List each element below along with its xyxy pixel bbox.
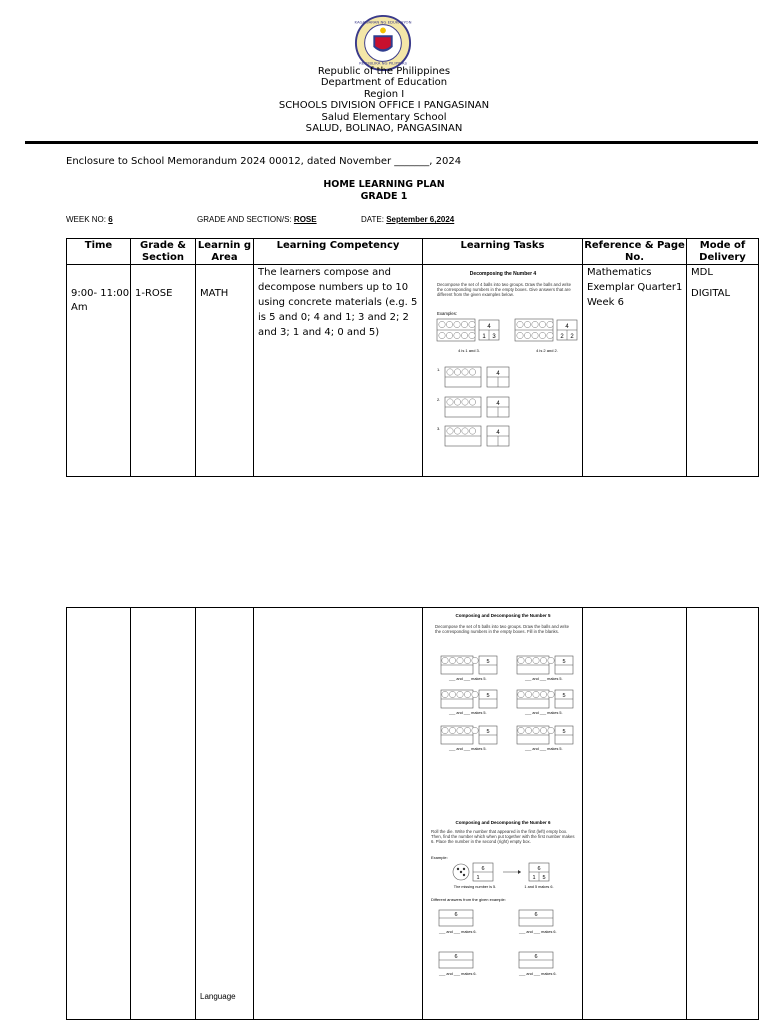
ball-mark	[447, 369, 453, 375]
ball-mark	[454, 369, 460, 375]
ball-mark	[446, 321, 452, 327]
svg-text:___ and ___ makes 5.: ___ and ___ makes 5.	[525, 747, 563, 751]
svg-text:1: 1	[532, 875, 536, 881]
ball-mark	[525, 727, 531, 733]
ball-mark	[533, 727, 539, 733]
svg-text:___ and ___ makes 5.: ___ and ___ makes 5.	[449, 711, 487, 715]
ball-mark	[449, 727, 455, 733]
svg-text:___ and ___ makes 5.: ___ and ___ makes 5.	[449, 677, 487, 681]
ball-mark	[532, 321, 538, 327]
header-line-republic: Republic of the Philippines	[317, 66, 451, 77]
ball-mark	[462, 399, 468, 405]
week-field	[66, 215, 113, 224]
ball-mark	[540, 727, 546, 733]
ball-mark	[442, 657, 448, 663]
header-line-region: Region I	[363, 89, 405, 100]
ball-mark	[539, 321, 545, 327]
svg-text:4 is 1 and 3.: 4 is 1 and 3.	[458, 348, 480, 353]
ball-mark	[525, 691, 531, 697]
svg-text:Composing and Decomposing the: Composing and Decomposing the Number 5	[455, 613, 551, 618]
col-header-tasks: Learning Tasks	[423, 239, 583, 265]
ball-mark	[454, 332, 460, 338]
ball-mark	[442, 727, 448, 733]
svg-text:1 and 5 makes 6.: 1 and 5 makes 6.	[524, 885, 554, 889]
svg-text:5: 5	[486, 729, 490, 735]
svg-text:1: 1	[482, 334, 486, 340]
ball-mark	[447, 399, 453, 405]
svg-text:___ and ___ makes 6.: ___ and ___ makes 6.	[519, 930, 557, 934]
ball-mark	[548, 691, 554, 697]
svg-text:5: 5	[562, 729, 566, 735]
cell-area-2	[196, 608, 254, 1020]
svg-text:5: 5	[486, 659, 490, 665]
week-label: WEEK NO:	[66, 215, 107, 224]
worksheet-decomposing-4: Decomposing the Number 4 Decompose the set of 4 balls into two groups. Draw the balls and write the corresponding numbers in the empty boxes. Give answers that are different from the given examples below. Examples: 4 1 3 4 2 2 4 is 1 and 3. 4 is 2 and 2. 1. 4 2. 4 3. 4	[423, 265, 583, 455]
cell-grade: 1-ROSE	[131, 265, 196, 477]
svg-text:6: 6	[534, 954, 538, 960]
ball-mark	[540, 657, 546, 663]
cell-area-language: Language	[200, 992, 236, 1001]
svg-text:___ and ___ makes 6.: ___ and ___ makes 6.	[439, 930, 477, 934]
cell-reference: Mathematics Exemplar Quarter1 Week 6	[583, 265, 687, 477]
learning-plan-table-continued	[66, 607, 759, 1020]
ball-mark	[442, 691, 448, 697]
svg-text:5: 5	[562, 659, 566, 665]
cell-competency: The learners compose and decompose numbers up to 10 using concrete materials (e.g. 5 is 5 and 0; 4 and 1; 3 and 2; 2 and 3; 1 and 4; 0 and 5)	[254, 265, 423, 477]
ball-mark	[469, 321, 475, 327]
ball-mark	[446, 332, 452, 338]
svg-text:5: 5	[542, 875, 546, 881]
ball-mark	[525, 657, 531, 663]
ball-mark	[533, 657, 539, 663]
svg-text:5: 5	[562, 693, 566, 699]
ball-mark	[454, 399, 460, 405]
ball-mark	[439, 321, 445, 327]
svg-text:KAGAWARAN NG EDUKASYON: KAGAWARAN NG EDUKASYON	[354, 19, 412, 25]
ball-mark	[461, 332, 467, 338]
plan-grade: GRADE 1	[360, 191, 408, 202]
ball-mark	[540, 691, 546, 697]
cell-time-2	[67, 608, 131, 1020]
grade-section-value: ROSE	[293, 215, 317, 224]
svg-text:___ and ___ makes 5.: ___ and ___ makes 5.	[525, 677, 563, 681]
date-value: September 6,2024	[386, 215, 455, 224]
cell-mode-2	[687, 608, 759, 1020]
cell-grade-2	[131, 608, 196, 1020]
cell-competency-2	[254, 608, 423, 1020]
ball-mark	[518, 727, 524, 733]
svg-text:4: 4	[496, 371, 500, 377]
ball-mark	[469, 332, 475, 338]
col-header-reference: Reference & Page No.	[584, 240, 685, 263]
svg-text:2.: 2.	[437, 397, 441, 402]
col-header-grade: Grade & Section	[131, 239, 196, 265]
col-header-competency: Learning Competency	[254, 239, 423, 265]
svg-text:Example:: Example:	[431, 855, 448, 860]
svg-text:2: 2	[560, 334, 564, 340]
svg-text:4: 4	[496, 430, 500, 436]
svg-text:Composing and Decomposing the: Composing and Decomposing the Number 6	[455, 820, 551, 825]
date-field	[361, 215, 454, 224]
ball-mark	[548, 657, 554, 663]
svg-text:1.: 1.	[437, 367, 441, 372]
ball-mark	[539, 332, 545, 338]
header-line-department: Department of Education	[320, 77, 448, 88]
mode-digital: DIGITAL	[691, 288, 731, 299]
worksheet-composing-6: Composing and Decomposing the Number 6 Roll the die. Write the number that appeared in the first (left) empty box. Then, find the number which when put together with the first number makes 6. Place the number in the second (right) empty box. Example: 6 1 6 1 5 The missing number is 5. 1 and 5 makes 6. Different answers from the given example: 6 ___ and ___ makes 6. 6 ___ and ___ makes 6. 6 ___ and ___ makes 6. 6 ___ and ___ makes 6.	[431, 820, 575, 976]
svg-text:Decomposing the Number 4: Decomposing the Number 4	[469, 271, 537, 277]
ball-mark	[472, 727, 478, 733]
svg-text:6: 6	[481, 866, 485, 872]
svg-text:Examples:: Examples:	[437, 311, 458, 316]
ball-mark	[533, 691, 539, 697]
col-header-area: Learnin g Area	[196, 239, 254, 265]
svg-text:___ and ___ makes 5.: ___ and ___ makes 5.	[525, 711, 563, 715]
date-label: DATE:	[361, 215, 384, 224]
svg-text:6: 6	[454, 954, 458, 960]
ball-mark	[524, 332, 530, 338]
cell-tasks-2	[423, 608, 583, 1020]
col-header-time: Time	[67, 239, 131, 265]
cell-reference-2	[583, 608, 687, 1020]
ball-mark	[547, 321, 553, 327]
learning-plan-table	[66, 238, 759, 477]
header-divider	[25, 141, 758, 144]
ball-mark	[547, 332, 553, 338]
svg-text:4: 4	[565, 324, 569, 330]
cell-area: MATH	[196, 265, 254, 477]
grade-section-field	[197, 215, 317, 224]
grade-section-label: GRADE AND SECTION/S:	[197, 215, 292, 224]
ball-mark	[472, 657, 478, 663]
ball-mark	[464, 727, 470, 733]
ball-mark	[462, 428, 468, 434]
svg-text:6: 6	[534, 912, 538, 918]
ball-mark	[457, 727, 463, 733]
ball-mark	[447, 428, 453, 434]
svg-text:___ and ___ makes 6.: ___ and ___ makes 6.	[439, 972, 477, 976]
worksheet-composing-5: Composing and Decomposing the Number 5 Decompose the set of 5 balls into two groups. Draw the balls and write the corresponding numbers in the empty boxes. Fill in the blanks. 5 ___ and ___ makes 5. 5 ___ and ___ makes 5. 5 ___ and ___ makes 5. 5 ___ and ___ makes 5. 5 ___ and ___ makes 5. 5 ___ and ___ makes 5.	[423, 608, 583, 788]
svg-text:4 is 2 and 2.: 4 is 2 and 2.	[536, 348, 558, 353]
ball-mark	[461, 321, 467, 327]
ball-mark	[464, 657, 470, 663]
ball-mark	[469, 428, 475, 434]
deped-seal-logo	[354, 14, 412, 72]
header-line-division: SCHOOLS DIVISION OFFICE I PANGASINAN	[278, 100, 490, 111]
ball-mark	[517, 332, 523, 338]
svg-text:6: 6	[537, 866, 541, 872]
svg-text:1: 1	[476, 875, 480, 881]
col-header-mode: Mode of Delivery	[687, 239, 759, 265]
ball-mark	[524, 321, 530, 327]
cell-tasks	[423, 265, 583, 477]
plan-title: HOME LEARNING PLAN	[323, 179, 445, 190]
enclosure-text: Enclosure to School Memorandum 2024 00012, dated November _______, 2024	[66, 156, 462, 167]
svg-text:___ and ___ makes 5.: ___ and ___ makes 5.	[449, 747, 487, 751]
cell-time: 9:00- 11:00 Am	[67, 265, 131, 477]
ball-mark	[449, 657, 455, 663]
header-line-school: Salud Elementary School	[321, 112, 447, 123]
ball-mark	[517, 321, 523, 327]
ball-mark	[464, 691, 470, 697]
header-line-address: SALUD, BOLINAO, PANGASINAN	[305, 123, 463, 134]
die-icon	[453, 864, 469, 880]
ball-mark	[449, 691, 455, 697]
mode-mdl: MDL	[691, 267, 713, 278]
ball-mark	[472, 691, 478, 697]
ball-mark	[532, 332, 538, 338]
svg-text:4: 4	[496, 401, 500, 407]
svg-text:4: 4	[487, 324, 491, 330]
ball-mark	[462, 369, 468, 375]
cell-mode	[687, 265, 759, 477]
ball-mark	[548, 727, 554, 733]
svg-text:3.: 3.	[437, 426, 441, 431]
ball-mark	[457, 691, 463, 697]
ball-mark	[454, 321, 460, 327]
svg-text:Different answers from the giv: Different answers from the given example:	[431, 897, 506, 902]
svg-text:6: 6	[454, 912, 458, 918]
svg-text:___ and ___ makes 6.: ___ and ___ makes 6.	[519, 972, 557, 976]
ball-mark	[454, 428, 460, 434]
ball-mark	[457, 657, 463, 663]
week-value: 6	[108, 215, 113, 224]
ball-mark	[469, 369, 475, 375]
svg-text:2: 2	[570, 334, 574, 340]
ball-mark	[439, 332, 445, 338]
ball-mark	[469, 399, 475, 405]
svg-text:3: 3	[492, 334, 496, 340]
ball-mark	[518, 657, 524, 663]
ball-mark	[518, 691, 524, 697]
svg-text:REPUBLIKA NG PILIPINAS: REPUBLIKA NG PILIPINAS	[359, 60, 407, 66]
svg-text:The missing number is 5.: The missing number is 5.	[453, 885, 497, 889]
svg-text:5: 5	[486, 693, 490, 699]
